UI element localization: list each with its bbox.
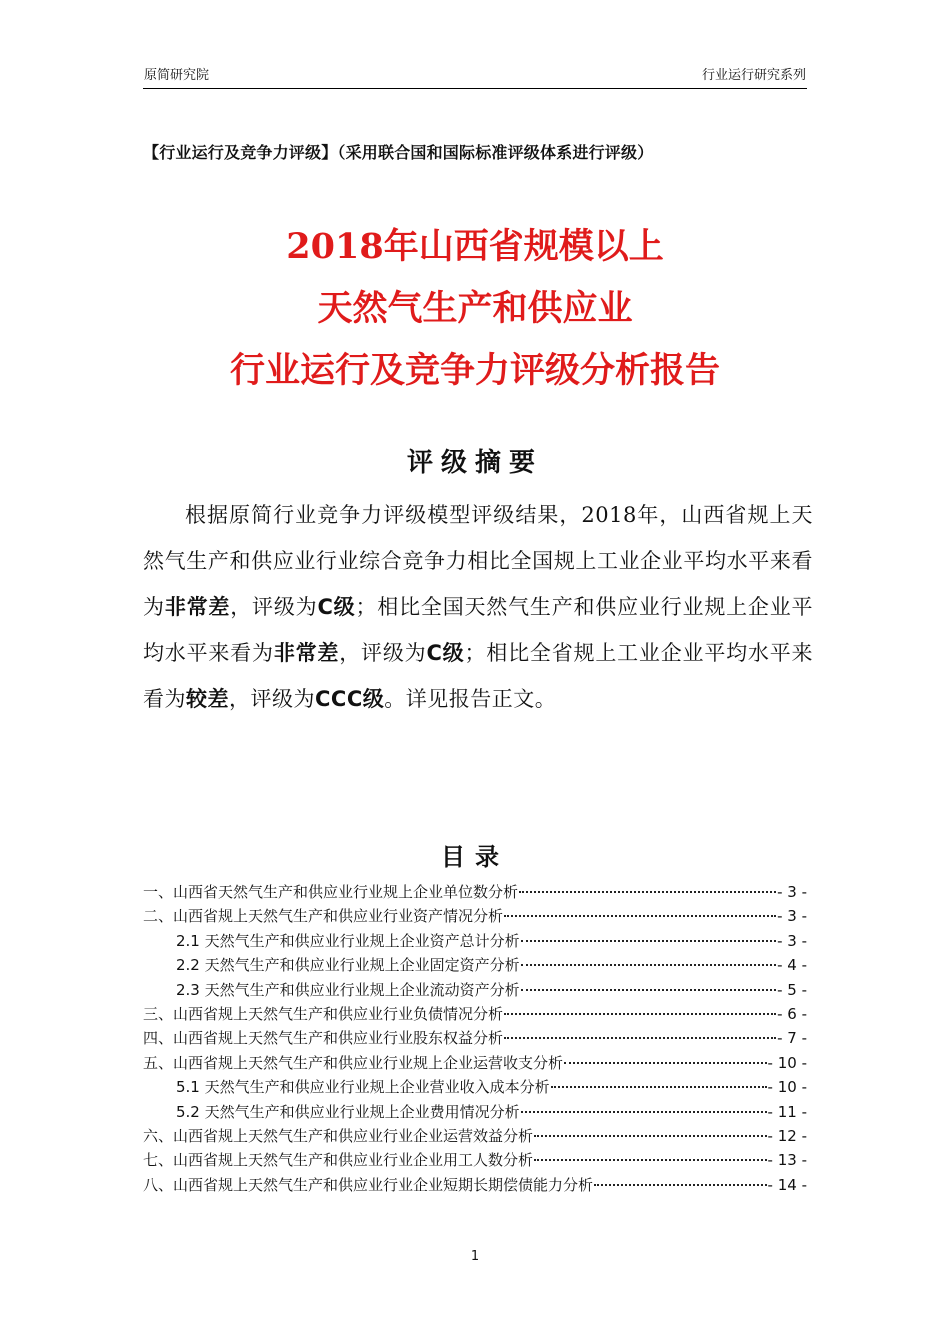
toc-item-page: - 6 - [777, 1004, 807, 1023]
toc-heading: 目录 [441, 843, 509, 871]
toc-item-title: 四、山西省规上天然气生产和供应业行业股东权益分析 [143, 1029, 504, 1048]
toc-item[interactable] [143, 904, 807, 928]
toc-item-page: - 7 - [777, 1029, 807, 1048]
toc-item-title: 2.3 天然气生产和供应业行业规上企业流动资产分析 [176, 980, 520, 999]
toc-item[interactable] [143, 1026, 807, 1050]
summary-text: ；相比全省规上工业企业平均水平来看为 [143, 641, 814, 711]
toc-leader [504, 1013, 776, 1015]
toc-item-page: - 14 - [767, 1175, 807, 1194]
toc-item-title: 六、山西省规上天然气生产和供应业行业企业运营效益分析 [143, 1126, 534, 1145]
toc-item-title: 一、山西省天然气生产和供应业行业规上企业单位数分析 [143, 883, 519, 901]
toc-item-title: 5.2 天然气生产和供应业行业规上企业费用情况分析 [176, 1102, 520, 1121]
header-org: 原简研究院 [144, 68, 210, 83]
page-number: 1 [470, 1249, 480, 1264]
toc-item-title: 5.1 天然气生产和供应业行业规上企业营业收入成本分析 [176, 1078, 550, 1097]
toc-subitem[interactable] [143, 1075, 807, 1099]
report-title [0, 216, 950, 402]
toc-item-title: 五、山西省规上天然气生产和供应业行业规上企业运营收支分析 [143, 1053, 564, 1072]
toc-item-page: - 3 - [777, 931, 807, 950]
title-line-3: 行业运行及竞争力评级分析报告 [229, 350, 720, 391]
page-header [143, 66, 807, 89]
toc-item-page: - 10 - [767, 1078, 807, 1097]
toc-leader [564, 1062, 767, 1064]
toc-item[interactable] [143, 1002, 807, 1026]
toc-leader [504, 1037, 776, 1039]
summary-text: ，评级为 [230, 595, 318, 619]
toc-leader [521, 940, 776, 942]
toc-leader [521, 964, 776, 966]
toc-subitem[interactable] [143, 953, 807, 977]
toc-subitem[interactable] [143, 978, 807, 1002]
header-series: 行业运行研究系列 [701, 68, 806, 83]
summary-text: 根据原简行业竞争力评级模型评级结果，2018年，山西省规上天然气生产和供应业行业综合竞争力相比全国规上工业企业平均水平来看为 [143, 503, 813, 619]
toc-leader [504, 915, 776, 917]
rating-tagline: 【行业运行及竞争力评级】（采用联合国和国际标准评级体系进行评级） [143, 143, 654, 162]
toc-leader [534, 1159, 767, 1161]
toc-item[interactable] [143, 880, 807, 904]
title-line-2: 天然气生产和供应业 [317, 288, 633, 329]
toc-item-page: - 13 - [767, 1151, 807, 1170]
toc-item-page: - 5 - [777, 980, 807, 999]
toc-item-title: 2.2 天然气生产和供应业行业规上企业固定资产分析 [176, 956, 520, 975]
toc-item-page: - 3 - [777, 907, 807, 926]
toc-item[interactable] [143, 1148, 807, 1172]
summary-text: 。详见报告正文。 [384, 687, 557, 711]
summary-emphasis: C级 [426, 641, 465, 665]
toc-item-page: - 10 - [767, 1053, 807, 1072]
toc-leader [521, 1111, 767, 1113]
toc-item-page: - 12 - [767, 1126, 807, 1145]
toc-subitem[interactable] [143, 1100, 807, 1124]
toc-item-title: 二、山西省规上天然气生产和供应业行业资产情况分析 [143, 907, 504, 926]
toc-item[interactable] [143, 1173, 807, 1197]
table-of-contents [143, 880, 807, 1197]
toc-item[interactable] [143, 1124, 807, 1148]
toc-item[interactable] [143, 1051, 807, 1075]
summary-emphasis: 非常差 [164, 595, 231, 619]
toc-leader [519, 891, 776, 893]
toc-item-page: - 4 - [777, 956, 807, 975]
summary-text: ，评级为 [339, 641, 427, 665]
summary-heading: 评级摘要 [406, 448, 543, 478]
toc-leader [521, 989, 776, 991]
toc-leader [534, 1135, 767, 1137]
summary-emphasis: C级 [317, 595, 356, 619]
toc-leader [594, 1184, 767, 1186]
summary-paragraph [143, 492, 813, 722]
summary-emphasis: 非常差 [273, 641, 340, 665]
toc-item-title: 七、山西省规上天然气生产和供应业行业企业用工人数分析 [143, 1151, 534, 1170]
toc-leader [551, 1086, 767, 1088]
toc-item-page: - 3 - [777, 883, 807, 901]
toc-item-title: 八、山西省规上天然气生产和供应业行业企业短期长期偿债能力分析 [143, 1175, 594, 1194]
summary-emphasis: 较差 [186, 687, 229, 711]
toc-subitem[interactable] [143, 929, 807, 953]
title-line-1: 2018年山西省规模以上 [286, 226, 664, 267]
summary-text: ，评级为 [229, 687, 315, 711]
summary-emphasis: CCC级 [315, 687, 385, 711]
toc-item-title: 三、山西省规上天然气生产和供应业行业负债情况分析 [143, 1004, 504, 1023]
summary-text: ；相比全国天然气生产和供应业行业规上企业平均水平来看为 [143, 595, 814, 665]
toc-item-page: - 11 - [767, 1102, 807, 1121]
toc-item-title: 2.1 天然气生产和供应业行业规上企业资产总计分析 [176, 931, 520, 950]
